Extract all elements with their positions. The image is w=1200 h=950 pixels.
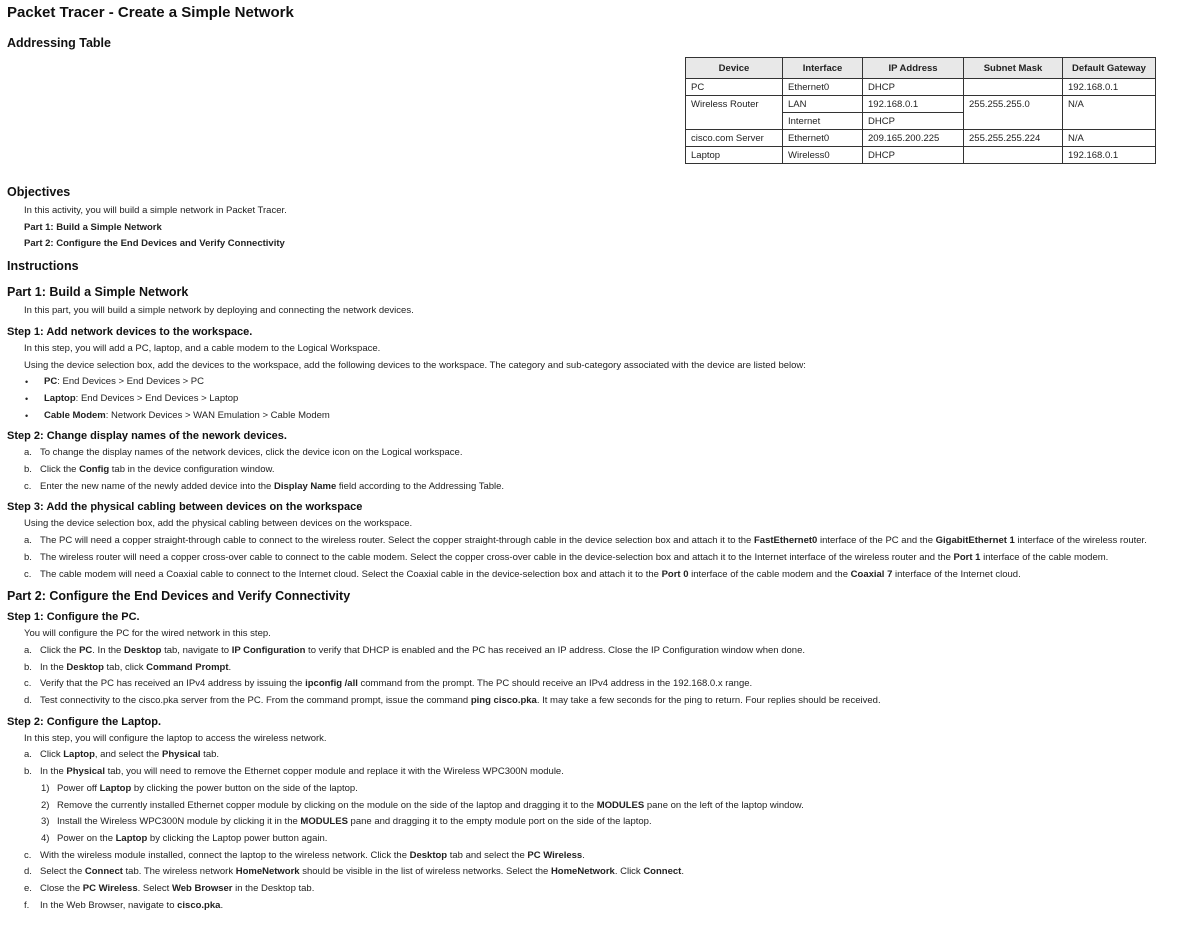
table-cell: LAN (783, 96, 863, 113)
column-header-interface: Interface (783, 58, 863, 79)
list-text: Click (40, 749, 64, 761)
list-item (24, 660, 1192, 677)
table-cell: Ethernet0 (783, 130, 863, 147)
list-item (24, 550, 1192, 567)
list-text: Remove the currently installed Ethernet copper module by clicking on the module on the side of the laptop and dragging it to the (57, 799, 597, 811)
list-text-bold: Laptop (63, 749, 95, 761)
part2-step1-list (7, 643, 1192, 710)
list-item (24, 643, 1192, 660)
list-label: a. (24, 447, 32, 459)
list-text: In the (40, 661, 67, 673)
list-label: b. (24, 464, 32, 476)
list-item (24, 445, 1192, 462)
list-label: 1) (41, 782, 50, 794)
list-text: In the Web Browser, navigate to (40, 899, 178, 911)
table-row (686, 96, 1156, 113)
objective-part2: Part 2: Configure the End Devices and Verify Connectivity (24, 238, 285, 250)
list-text-bold: Port 0 (661, 568, 689, 580)
part2-step2-list (7, 747, 1192, 914)
table-row (686, 79, 1156, 96)
list-text: to verify that DHCP is enabled and the PC has received an IP address. Close the IP Configuration window when done. (305, 644, 805, 656)
list-text: tab. (200, 749, 220, 761)
table-cell: PC (686, 79, 783, 96)
list-text: . (681, 866, 684, 878)
list-text: command from the prompt. The PC should receive an IPv4 address in the 192.168.0.x range. (357, 678, 753, 690)
list-text: Click the (40, 464, 80, 476)
list-text: The PC will need a copper straight-through cable to connect to the wireless router. Select the copper straight-through cable in the device selection box and attach it to the (40, 535, 754, 547)
list-text-bold: ipconfig /all (305, 678, 358, 690)
list-text-bold: Physical (66, 766, 105, 778)
list-text-bold: Port 1 (953, 551, 981, 563)
list-item (24, 693, 1192, 710)
list-text: With the wireless module installed, connect the laptop to the wireless network. Click the (40, 849, 410, 861)
list-text-bold: MODULES (300, 816, 348, 828)
part1-step3-p1: Using the device selection box, add the physical cabling between devices on the workspace. (24, 518, 413, 530)
table-cell (1063, 113, 1156, 130)
column-header-default-gateway: Default Gateway (1063, 58, 1156, 79)
table-row (686, 147, 1156, 164)
part1-step3-list (7, 533, 1192, 583)
list-text-bold: Coaxial 7 (850, 568, 893, 580)
list-text: Test connectivity to the cisco.pka server from the PC. From the command prompt, issue the command (40, 695, 471, 707)
list-item (24, 533, 1192, 550)
list-text-bold: Laptop (99, 782, 132, 794)
column-header-subnet-mask: Subnet Mask (964, 58, 1063, 79)
objectives-heading: Objectives (7, 185, 71, 199)
list-text: . (228, 661, 232, 673)
list-text: To change the display names of the network devices, click the device icon on the Logical workspace. (40, 447, 463, 459)
list-text: Enter the new name of the newly added device into the (40, 480, 274, 492)
table-cell: Wireless0 (783, 147, 863, 164)
laptop-module-steps (40, 781, 1192, 848)
list-label: 3) (41, 816, 50, 828)
list-text: tab and select the (447, 849, 528, 861)
list-item (24, 898, 1192, 915)
list-text: The wireless router will need a copper cross-over cable to connect to the cable modem. Select the copper cross-over cable in the device-selection box and attach it to the Internet interface of the wireless router and the (40, 551, 954, 563)
list-text: should be visible in the list of wireless networks. Select the (299, 866, 551, 878)
list-text: Power on the (57, 832, 116, 844)
objectives-intro: In this activity, you will build a simple network in Packet Tracer. (24, 205, 287, 216)
list-item (24, 462, 1192, 479)
part2-heading: Part 2: Configure the End Devices and Verify Connectivity (7, 589, 351, 604)
device-pc-path: : End Devices > End Devices > PC (57, 376, 204, 388)
list-label: c. (24, 480, 32, 492)
list-label: c. (24, 568, 32, 580)
list-text-bold: GigabitEthernet 1 (935, 535, 1015, 547)
part2-step2-p1: In this step, you will configure the laptop to access the wireless network. (24, 732, 327, 744)
table-cell: N/A (1063, 96, 1156, 113)
column-header-device: Device (686, 58, 783, 79)
list-text: . Click (614, 866, 644, 878)
table-cell: N/A (1063, 130, 1156, 147)
list-text-bold: HomeNetwork (235, 866, 300, 878)
table-cell: Laptop (686, 147, 783, 164)
table-cell: 192.168.0.1 (863, 96, 964, 113)
list-item (24, 374, 1192, 391)
list-item (41, 831, 1192, 848)
list-text-bold: PC Wireless (527, 849, 583, 861)
list-text: tab, click (103, 661, 147, 673)
list-item (24, 479, 1192, 496)
list-label: b. (24, 661, 32, 673)
part2-step1-heading: Step 1: Configure the PC. (7, 611, 140, 624)
device-laptop-label: Laptop (44, 392, 76, 404)
list-item (24, 676, 1192, 693)
device-pc-label: PC (44, 376, 58, 388)
list-text: Install the Wireless WPC300N module by clicking it in the (57, 816, 301, 828)
list-text: tab, navigate to (161, 644, 232, 656)
list-label: c. (24, 849, 32, 861)
list-item (24, 391, 1192, 408)
list-text: Select the (40, 866, 85, 878)
list-text-bold: Laptop (115, 832, 148, 844)
list-text: . Select (137, 883, 172, 895)
list-text-bold: Command Prompt (146, 661, 229, 673)
part1-step1-p1: In this step, you will add a PC, laptop, and a cable modem to the Logical Workspace. (24, 342, 381, 354)
device-cable-modem-path: : Network Devices > WAN Emulation > Cable Modem (105, 409, 330, 421)
list-text: . In the (92, 644, 124, 656)
device-laptop-path: : End Devices > End Devices > Laptop (75, 392, 239, 404)
column-header-ip-address: IP Address (863, 58, 964, 79)
list-text: Power off (57, 782, 100, 794)
table-cell: DHCP (863, 113, 964, 130)
list-text-bold: MODULES (596, 799, 645, 811)
list-text: , and select the (94, 749, 162, 761)
list-label: d. (24, 866, 32, 878)
list-label: d. (24, 695, 32, 707)
list-label: 2) (41, 799, 50, 811)
list-text: . (220, 899, 224, 911)
list-text-bold: cisco.pka (177, 899, 221, 911)
table-cell (964, 113, 1063, 130)
list-text: interface of the cable modem and the (688, 568, 851, 580)
table-cell: DHCP (863, 79, 964, 96)
list-text-bold: Config (79, 464, 110, 476)
list-label: c. (24, 678, 32, 690)
part1-step2-heading: Step 2: Change display names of the nework devices. (7, 430, 287, 443)
list-text: Click the (40, 644, 80, 656)
part1-intro: In this part, you will build a simple network by deploying and connecting the network devices. (24, 305, 414, 317)
table-cell (686, 113, 783, 130)
part1-heading: Part 1: Build a Simple Network (7, 285, 189, 300)
addressing-table-heading: Addressing Table (7, 36, 111, 50)
list-label: a. (24, 644, 32, 656)
table-row (686, 113, 1156, 130)
objective-part1: Part 1: Build a Simple Network (24, 221, 162, 233)
list-item (24, 848, 1192, 865)
list-item (24, 881, 1192, 898)
list-text-bold: Display Name (273, 480, 337, 492)
list-item (41, 798, 1192, 815)
list-text: interface of the Internet cloud. (892, 568, 1021, 580)
table-cell: 255.255.255.224 (964, 130, 1063, 147)
table-cell: 192.168.0.1 (1063, 147, 1156, 164)
list-text-bold: Desktop (409, 849, 448, 861)
part1-step1-p2: Using the device selection box, add the devices to the workspace, add the following devices to the workspace. The category and sub-category associated with the device are listed below: (24, 359, 806, 371)
list-text-bold: PC Wireless (82, 883, 138, 895)
list-item (24, 567, 1192, 584)
list-text: field according to the Addressing Table. (336, 480, 505, 492)
device-list (7, 374, 1192, 424)
list-text: pane and dragging it to the empty module port on the side of the laptop. (347, 816, 652, 828)
list-text: by clicking the power button on the side of the laptop. (131, 782, 358, 794)
part2-step1-p1: You will configure the PC for the wired network in this step. (24, 628, 271, 640)
list-text-bold: Web Browser (171, 883, 233, 895)
list-label: b. (24, 551, 32, 563)
device-cable-modem-label: Cable Modem (44, 409, 106, 421)
table-cell (964, 79, 1063, 96)
page-title: Packet Tracer - Create a Simple Network (7, 4, 294, 21)
list-text: interface of the wireless router. (1014, 535, 1147, 547)
list-text: interface of the PC and the (817, 535, 936, 547)
list-item (24, 764, 1192, 848)
list-item (41, 814, 1192, 831)
table-cell: Ethernet0 (783, 79, 863, 96)
list-item (24, 747, 1192, 764)
document-body (7, 181, 1192, 915)
list-text: . (582, 849, 585, 861)
instructions-heading: Instructions (7, 259, 79, 274)
list-text-bold: Connect (643, 866, 682, 878)
list-text: In the (40, 766, 67, 778)
table-row (686, 130, 1156, 147)
list-text-bold: Desktop (123, 644, 162, 656)
list-label: f. (24, 899, 30, 911)
list-text: by clicking the Laptop power button again. (147, 832, 328, 844)
part1-step1-heading: Step 1: Add network devices to the workspace. (7, 325, 253, 338)
table-cell: Wireless Router (686, 96, 783, 113)
list-label: b. (24, 766, 32, 778)
part2-step2-heading: Step 2: Configure the Laptop. (7, 715, 161, 728)
table-cell: DHCP (863, 147, 964, 164)
table-cell: 209.165.200.225 (863, 130, 964, 147)
list-text-bold: PC (79, 644, 93, 656)
table-cell (964, 147, 1063, 164)
addressing-table (685, 57, 1156, 164)
list-text: pane on the left of the laptop window. (644, 799, 804, 811)
list-label: e. (24, 883, 32, 895)
list-text-bold: Physical (161, 749, 201, 761)
list-text-bold: HomeNetwork (550, 866, 615, 878)
list-label: a. (24, 749, 32, 761)
table-cell: cisco.com Server (686, 130, 783, 147)
table-cell: Internet (783, 113, 863, 130)
list-text: tab in the device configuration window. (109, 464, 275, 476)
list-text-bold: Desktop (66, 661, 104, 673)
list-text: Close the (40, 883, 83, 895)
part1-step2-list (7, 445, 1192, 495)
list-text: . It may take a few seconds for the ping to return. Four replies should be received. (536, 695, 881, 707)
list-text: interface of the cable modem. (980, 551, 1109, 563)
list-text: The cable modem will need a Coaxial cable to connect to the Internet cloud. Select the Coaxial cable in the device-selection box and attach it to the (40, 568, 662, 580)
list-item (24, 864, 1192, 881)
list-label: a. (24, 535, 32, 547)
list-text-bold: FastEthernet0 (753, 535, 818, 547)
table-header-row (686, 58, 1156, 79)
list-text: tab. The wireless network (122, 866, 236, 878)
list-text: Verify that the PC has received an IPv4 address by issuing the (40, 678, 306, 690)
part1-step3-heading: Step 3: Add the physical cabling between devices on the workspace (7, 501, 363, 514)
list-text: in the Desktop tab. (232, 883, 315, 895)
table-cell: 255.255.255.0 (964, 96, 1063, 113)
list-label: 4) (41, 832, 50, 844)
list-text: tab, you will need to remove the Ethernet copper module and replace it with the Wireless WPC300N module. (104, 766, 564, 778)
list-text-bold: ping cisco.pka (470, 695, 537, 707)
list-item (24, 408, 1192, 425)
list-text-bold: Connect (84, 866, 123, 878)
list-text-bold: IP Configuration (231, 644, 306, 656)
list-item (41, 781, 1192, 798)
table-cell: 192.168.0.1 (1063, 79, 1156, 96)
